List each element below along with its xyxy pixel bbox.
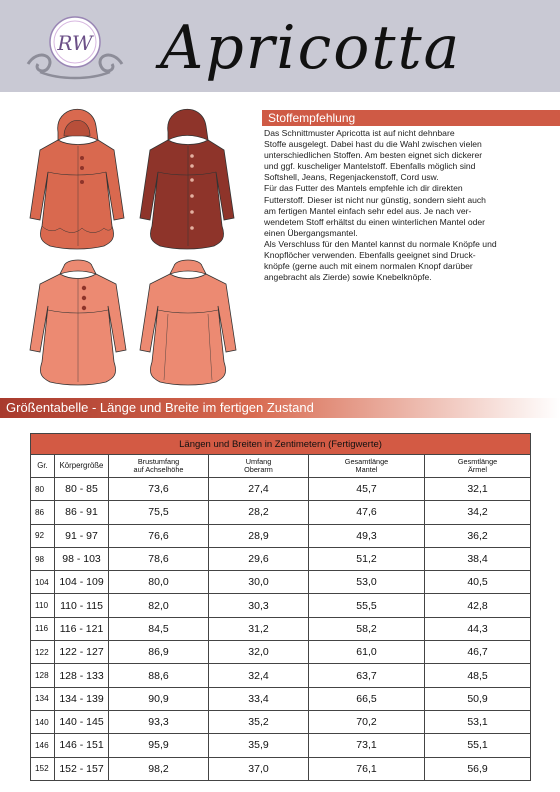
col-upper-arm-cell: 28,2	[209, 501, 309, 524]
coat-illustrations	[18, 100, 248, 390]
col-coat-length-cell: 66,5	[309, 687, 425, 710]
col-coat-length-cell: 58,2	[309, 617, 425, 640]
page-title: Apricotta	[160, 13, 462, 83]
text-line: angebracht als Zierde) sowie Knebelknöpfe.	[264, 272, 432, 283]
col-upper-arm-cell: 35,9	[209, 734, 309, 757]
col-body-height-cell: 116 - 121	[55, 617, 109, 640]
col-sleeve-length-cell: 44,3	[425, 617, 531, 640]
table-row	[31, 501, 531, 524]
col-size-cell: 86	[31, 501, 55, 524]
col-body-height-cell: 134 - 139	[55, 687, 109, 710]
col-body-height-cell: 152 - 157	[55, 757, 109, 780]
col-sleeve-length-cell: 34,2	[425, 501, 531, 524]
table-row	[31, 478, 531, 501]
col-body-height-cell: 146 - 151	[55, 734, 109, 757]
header-line: Gr.	[37, 461, 48, 470]
col-upper-arm-cell: 32,4	[209, 664, 309, 687]
col-sleeve-length-cell: 46,7	[425, 641, 531, 664]
table-row	[31, 687, 531, 710]
col-sleeve-length-cell: 55,1	[425, 734, 531, 757]
col-coat-length-cell: 73,1	[309, 734, 425, 757]
table-row	[31, 524, 531, 547]
text-line: wendetem Stoff erhältst du einen winterlichen Mantel oder	[264, 216, 486, 227]
table-row	[31, 664, 531, 687]
section-heading-fabric	[262, 110, 560, 126]
col-upper-arm-cell: 33,4	[209, 687, 309, 710]
col-size-cell: 98	[31, 547, 55, 570]
col-upper-arm-cell: 28,9	[209, 524, 309, 547]
col-body-height-cell: 80 - 85	[55, 478, 109, 501]
logo	[20, 8, 130, 84]
col-chest-cell: 84,5	[109, 617, 209, 640]
col-upper-arm-cell: 30,0	[209, 571, 309, 594]
header-line: Mantel	[355, 465, 378, 474]
header-line: Gesmtlänge	[457, 457, 498, 466]
col-chest-cell: 95,9	[109, 734, 209, 757]
table-body	[31, 478, 531, 781]
col-chest-cell: 78,6	[109, 547, 209, 570]
header-line: Ärmel	[468, 465, 488, 474]
table-row	[31, 641, 531, 664]
col-body-height-cell: 91 - 97	[55, 524, 109, 547]
col-chest-cell: 90,9	[109, 687, 209, 710]
col-size-header	[31, 455, 55, 478]
logo-monogram: RW	[57, 31, 93, 55]
col-chest-header	[109, 455, 209, 478]
col-sleeve-length-cell: 50,9	[425, 687, 531, 710]
header-line: Brustumfang	[137, 457, 180, 466]
table-row	[31, 710, 531, 733]
text-line: Knopflöcher verwenden. Ebenfalls geeignet sind Druck-	[264, 250, 476, 261]
col-sleeve-length-cell: 38,4	[425, 547, 531, 570]
col-chest-cell: 82,0	[109, 594, 209, 617]
text-line: und ggf. kuscheliger Mantelstoff. Ebenfalls möglich sind	[264, 161, 476, 172]
col-chest-cell: 98,2	[109, 757, 209, 780]
col-body-height-cell: 86 - 91	[55, 501, 109, 524]
col-sleeve-length-cell: 53,1	[425, 710, 531, 733]
col-size-cell: 92	[31, 524, 55, 547]
table-header-row	[31, 455, 531, 478]
col-upper-arm-cell: 35,2	[209, 710, 309, 733]
text-line: Futterstoff. Dieser ist nicht nur günstig, sondern sieht auch	[264, 194, 486, 205]
table-row	[31, 734, 531, 757]
size-table-container	[30, 433, 530, 781]
col-upper-arm-cell: 32,0	[209, 641, 309, 664]
header-line: Umfang	[245, 457, 272, 466]
col-upper-arm-cell: 29,6	[209, 547, 309, 570]
text-line: am fertigen Mantel einfach sehr edel aus. Je nach ver-	[264, 205, 472, 216]
col-upper-arm-cell: 31,2	[209, 617, 309, 640]
col-upper-arm-cell: 30,3	[209, 594, 309, 617]
col-chest-cell: 75,5	[109, 501, 209, 524]
col-sleeve-length-header	[425, 455, 531, 478]
header-line: auf Achselhöhe	[133, 465, 184, 474]
col-sleeve-length-cell: 56,9	[425, 757, 531, 780]
text-line: Stoffe ausgelegt. Dabei hast du die Wahl zwischen vielen	[264, 139, 482, 150]
col-size-cell: 134	[31, 687, 55, 710]
table-row	[31, 594, 531, 617]
col-upper-arm-cell: 27,4	[209, 478, 309, 501]
text-line: Für das Futter des Mantels empfehle ich dir direkten	[264, 183, 463, 194]
col-coat-length-cell: 55,5	[309, 594, 425, 617]
col-upper-arm-header	[209, 455, 309, 478]
table-caption: Längen und Breiten in Zentimetern (Fertigwerte)	[31, 434, 531, 455]
coat-front-hood-illustration	[30, 109, 124, 249]
col-sleeve-length-cell: 42,8	[425, 594, 531, 617]
header-line: Gesamtlänge	[344, 457, 389, 466]
col-sleeve-length-cell: 48,5	[425, 664, 531, 687]
col-body-height-cell: 122 - 127	[55, 641, 109, 664]
col-size-cell: 152	[31, 757, 55, 780]
col-chest-cell: 86,9	[109, 641, 209, 664]
header-line: Körpergröße	[59, 461, 104, 470]
col-chest-cell: 76,6	[109, 524, 209, 547]
col-size-cell: 140	[31, 710, 55, 733]
section-heading-size-table-label: Größentabelle - Länge und Breite im fertigen Zustand	[6, 400, 314, 415]
section-heading-fabric-label: Stoffempfehlung	[268, 111, 356, 125]
col-body-height-cell: 98 - 103	[55, 547, 109, 570]
col-size-cell: 146	[31, 734, 55, 757]
col-coat-length-cell: 53,0	[309, 571, 425, 594]
section-heading-size-table	[0, 398, 560, 418]
col-coat-length-cell: 45,7	[309, 478, 425, 501]
fabric-recommendation-text	[264, 128, 556, 283]
col-coat-length-cell: 61,0	[309, 641, 425, 664]
table-row	[31, 571, 531, 594]
header-line: Oberarm	[244, 465, 273, 474]
table-row	[31, 757, 531, 780]
col-sleeve-length-cell: 36,2	[425, 524, 531, 547]
text-line: knöpfe (gerne auch mit einem normalen Knopf darüber	[264, 261, 473, 272]
col-body-height-cell: 140 - 145	[55, 710, 109, 733]
table-row	[31, 617, 531, 640]
text-line: unterschiedlichen Stoffen. Am besten eignet sich dickerer	[264, 150, 483, 161]
col-body-height-cell: 104 - 109	[55, 571, 109, 594]
col-coat-length-cell: 49,3	[309, 524, 425, 547]
col-body-height-header	[55, 455, 109, 478]
col-size-cell: 122	[31, 641, 55, 664]
col-coat-length-cell: 63,7	[309, 664, 425, 687]
text-line: einen Übergangsmantel.	[264, 227, 358, 238]
text-line: Als Verschluss für den Mantel kannst du normale Knöpfe und	[264, 238, 497, 249]
col-chest-cell: 93,3	[109, 710, 209, 733]
col-sleeve-length-cell: 32,1	[425, 478, 531, 501]
text-line: Das Schnittmuster Apricotta ist auf nicht dehnbare	[264, 128, 455, 138]
size-table	[30, 433, 531, 781]
col-size-cell: 110	[31, 594, 55, 617]
col-coat-length-header	[309, 455, 425, 478]
col-size-cell: 116	[31, 617, 55, 640]
col-upper-arm-cell: 37,0	[209, 757, 309, 780]
col-sleeve-length-cell: 40,5	[425, 571, 531, 594]
coat-back-hood-illustration	[140, 109, 234, 249]
col-size-cell: 104	[31, 571, 55, 594]
col-coat-length-cell: 76,1	[309, 757, 425, 780]
header-banner	[0, 0, 560, 92]
coat-front-collar-illustration	[30, 260, 126, 385]
col-size-cell: 80	[31, 478, 55, 501]
coat-back-collar-illustration	[140, 260, 236, 385]
col-body-height-cell: 128 - 133	[55, 664, 109, 687]
text-line: Softshell, Jeans, Regenjackenstoff, Cord usw.	[264, 172, 439, 183]
col-chest-cell: 80,0	[109, 571, 209, 594]
table-row	[31, 547, 531, 570]
col-coat-length-cell: 70,2	[309, 710, 425, 733]
col-size-cell: 128	[31, 664, 55, 687]
col-coat-length-cell: 51,2	[309, 547, 425, 570]
col-chest-cell: 88,6	[109, 664, 209, 687]
col-body-height-cell: 110 - 115	[55, 594, 109, 617]
col-coat-length-cell: 47,6	[309, 501, 425, 524]
col-chest-cell: 73,6	[109, 478, 209, 501]
